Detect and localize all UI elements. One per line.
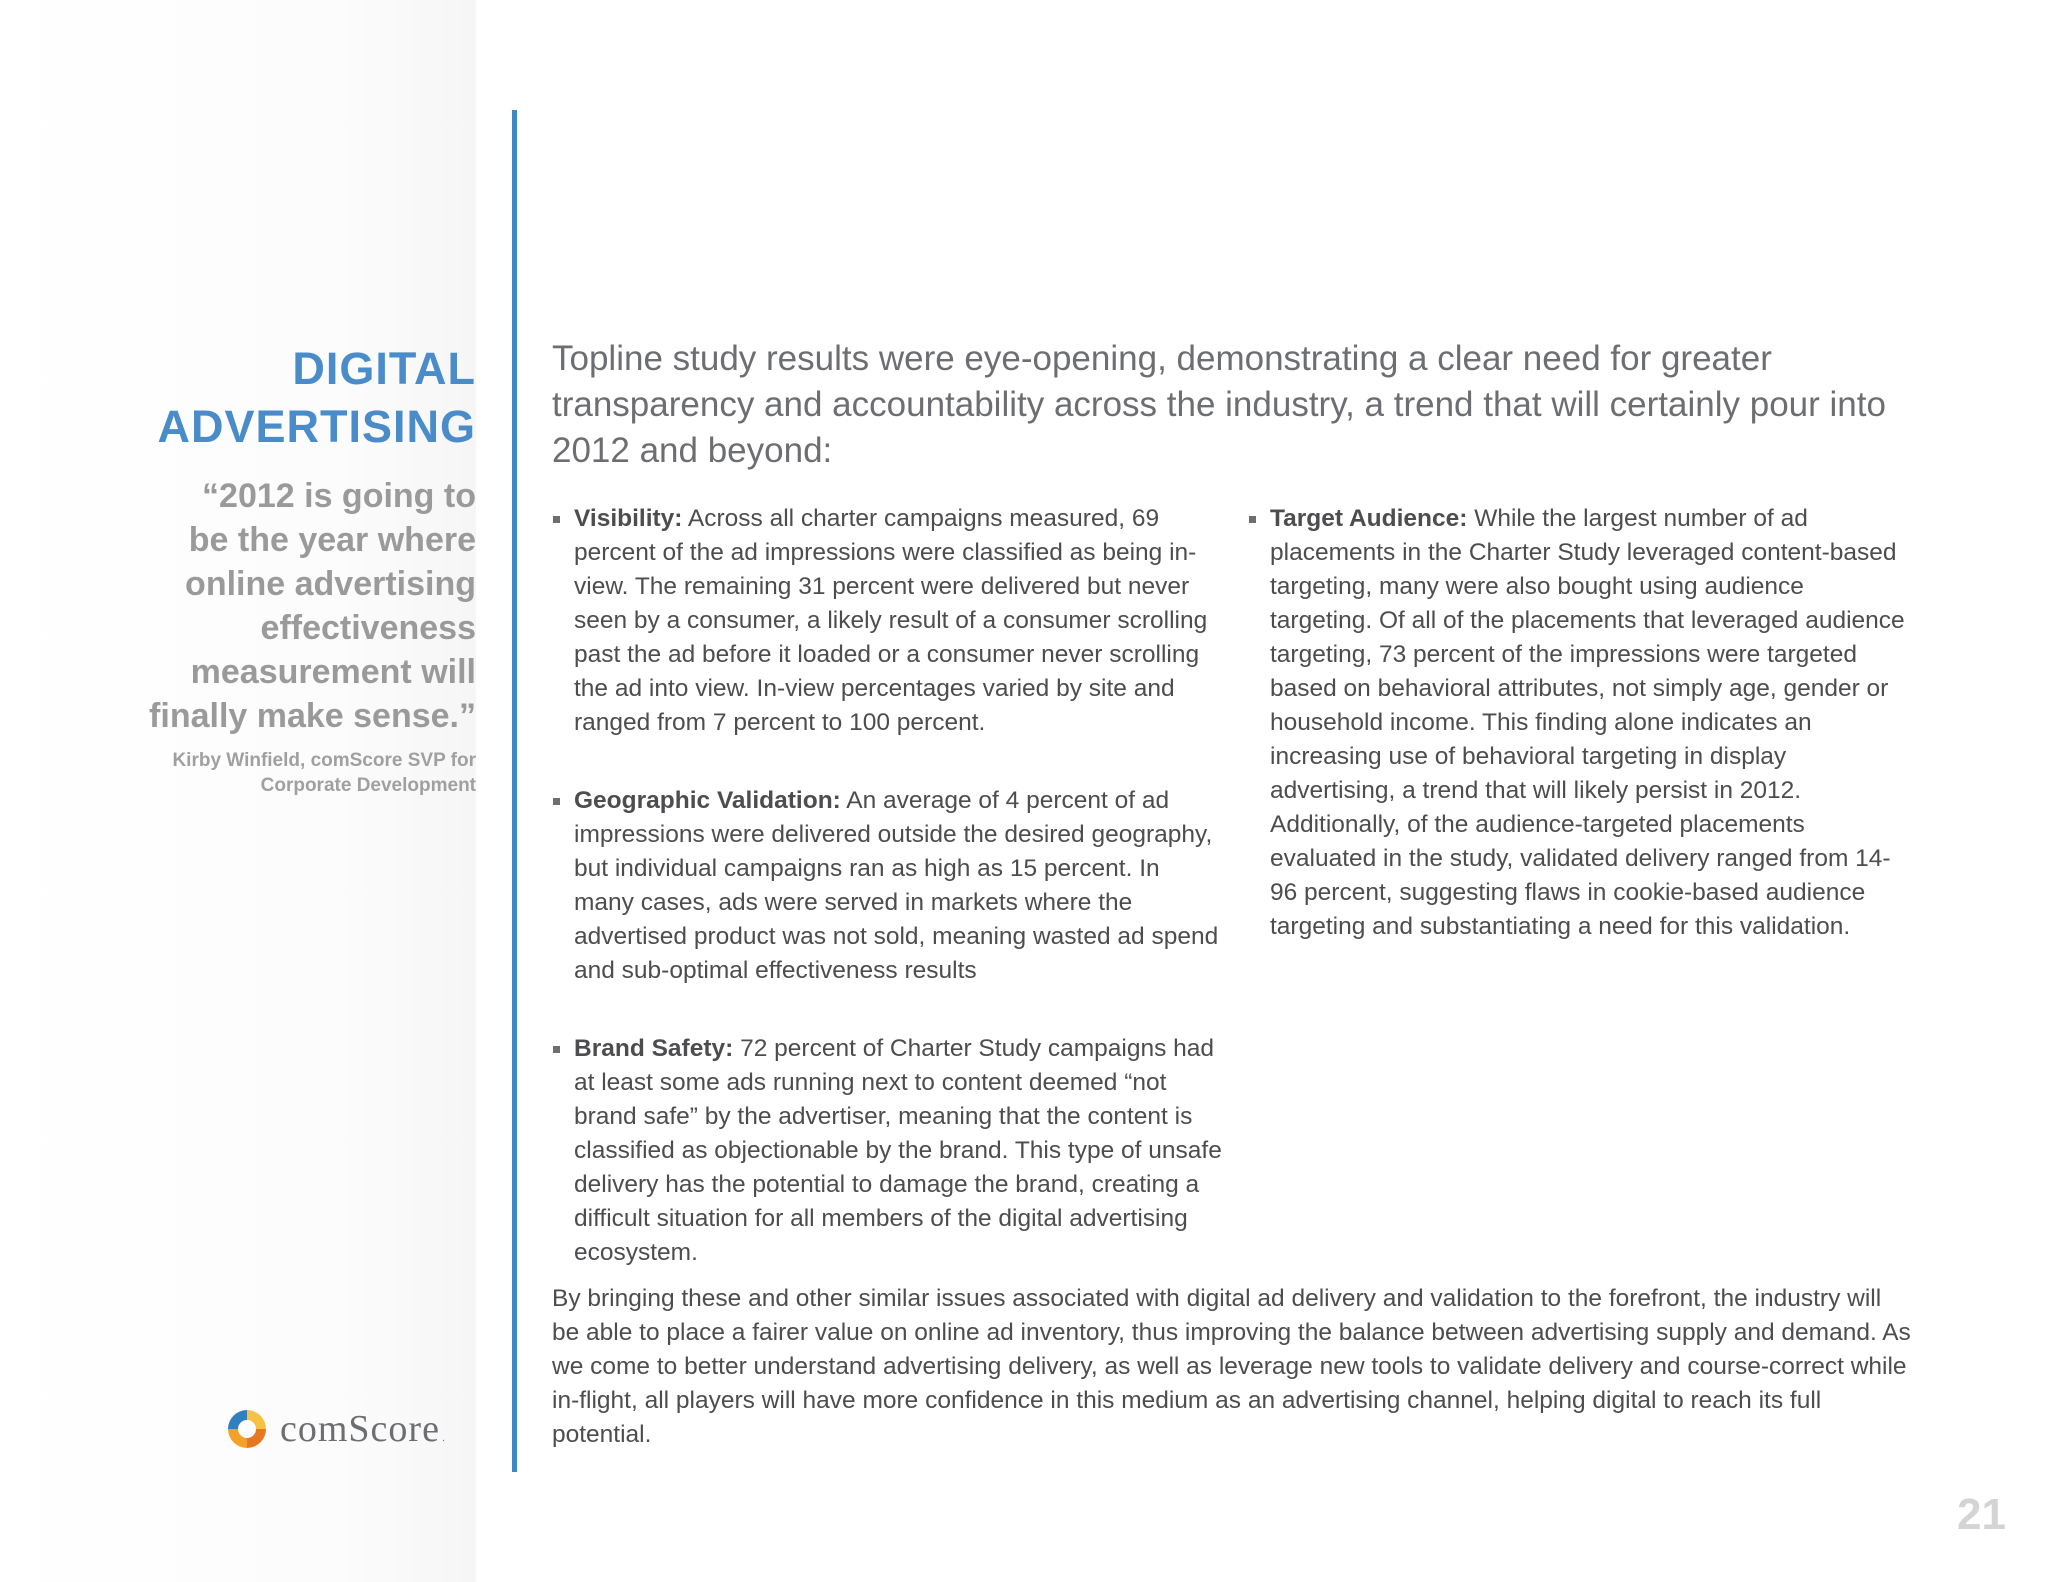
bullet-square-icon [553,516,560,523]
comscore-logo-mark: . [441,1432,446,1444]
bullet-item-geographic-validation [552,784,1222,988]
bullet-square-icon [553,798,560,805]
bullet-square-icon [1249,516,1256,523]
section-title [76,340,476,456]
pull-quote [56,474,476,738]
vertical-divider [512,110,517,1472]
pull-quote-line: online advertising [185,565,476,603]
bullet-text: Across all charter campaigns measured, 69 percent of the ad impressions were classified as being in-view. The remaining 31 percent were delivered but never seen by a consumer, a likely result of a consumer scrolling past the ad before it loaded or a consumer never scrolling the ad into view. In-view percentages varied by site and ranged from 7 percent to 100 percent. [574,505,1208,736]
closing-paragraph: By bringing these and other similar issues associated with digital ad delivery and validation to the forefront, the industry will be able to place a fairer value on online ad inventory, thus improving the balance between advertising supply and demand. As we come to better understand advertising delivery, as well as leverage new tools to validate delivery and course-correct while in-flight, all players will have more confidence in this medium as an advertising channel, helping digital to reach its full potential. [552,1285,1911,1448]
bullet-item-brand-safety [552,1032,1222,1270]
bullet-text: While the largest number of ad placements in the Charter Study leveraged content-based targeting, many were also bought using audience targeting. Of all of the placements that leveraged audience targeting, 73 percent of the impressions were targeted based on behavioral attributes, not simply age, gender or household income. This finding alone indicates an increasing use of behavioral targeting in display advertising, a trend that will likely persist in 2012. Additionally, of the audience-targeted placements evaluated in the study, validated delivery ranged from 14-96 percent, suggesting flaws in cookie-based audience targeting and substantiating a need for this validation. [1270,505,1905,940]
bullet-heading: Visibility: [574,505,683,532]
pull-quote-line: “2012 is going to [202,477,476,515]
comscore-logo-icon [226,1408,268,1450]
bullet-text: An average of 4 percent of ad impressions were delivered outside the desired geography, but individual campaigns ran as high as 15 percent. In many cases, ads were served in markets where the advertised product was not sold, meaning wasted ad spend and sub-optimal effectiveness results [574,787,1219,984]
bullet-item-target-audience [1248,502,1908,944]
comscore-logo-wordmark: comScore [280,1408,440,1450]
bullet-square-icon [553,1046,560,1053]
pull-quote-line: measurement will [190,653,476,691]
intro-paragraph: Topline study results were eye-opening, demonstrating a clear need for greater transparency and accountability across the industry, a trend that will certainly pour into 2012 and beyond: [552,339,1886,470]
pull-quote-line: be the year where [188,521,476,559]
pull-quote-line: finally make sense.” [149,697,476,735]
bullet-item-visibility [552,502,1222,740]
pull-quote-line: effectiveness [260,609,476,647]
bullet-column-left [552,502,1222,1314]
page-number: 21 [1957,1490,2006,1539]
bullet-heading: Geographic Validation: [574,787,841,814]
bullet-heading: Brand Safety: [574,1035,734,1062]
quote-attribution-line: Kirby Winfield, comScore SVP for [172,750,476,771]
quote-attribution [116,748,476,798]
section-title-line: ADVERTISING [157,401,476,452]
bullet-heading: Target Audience: [1270,505,1468,532]
comscore-logo [226,1404,445,1454]
bullet-column-right [1248,502,1908,988]
bullet-text: 72 percent of Charter Study campaigns had at least some ads running next to content deemed “not brand safe” by the advertiser, meaning that the content is classified as objectionable by the brand. This type of unsafe delivery has the potential to damage the brand, creating a difficult situation for all members of the digital advertising ecosystem. [574,1035,1222,1266]
quote-attribution-line: Corporate Development [260,775,476,796]
section-title-line: DIGITAL [292,343,476,394]
